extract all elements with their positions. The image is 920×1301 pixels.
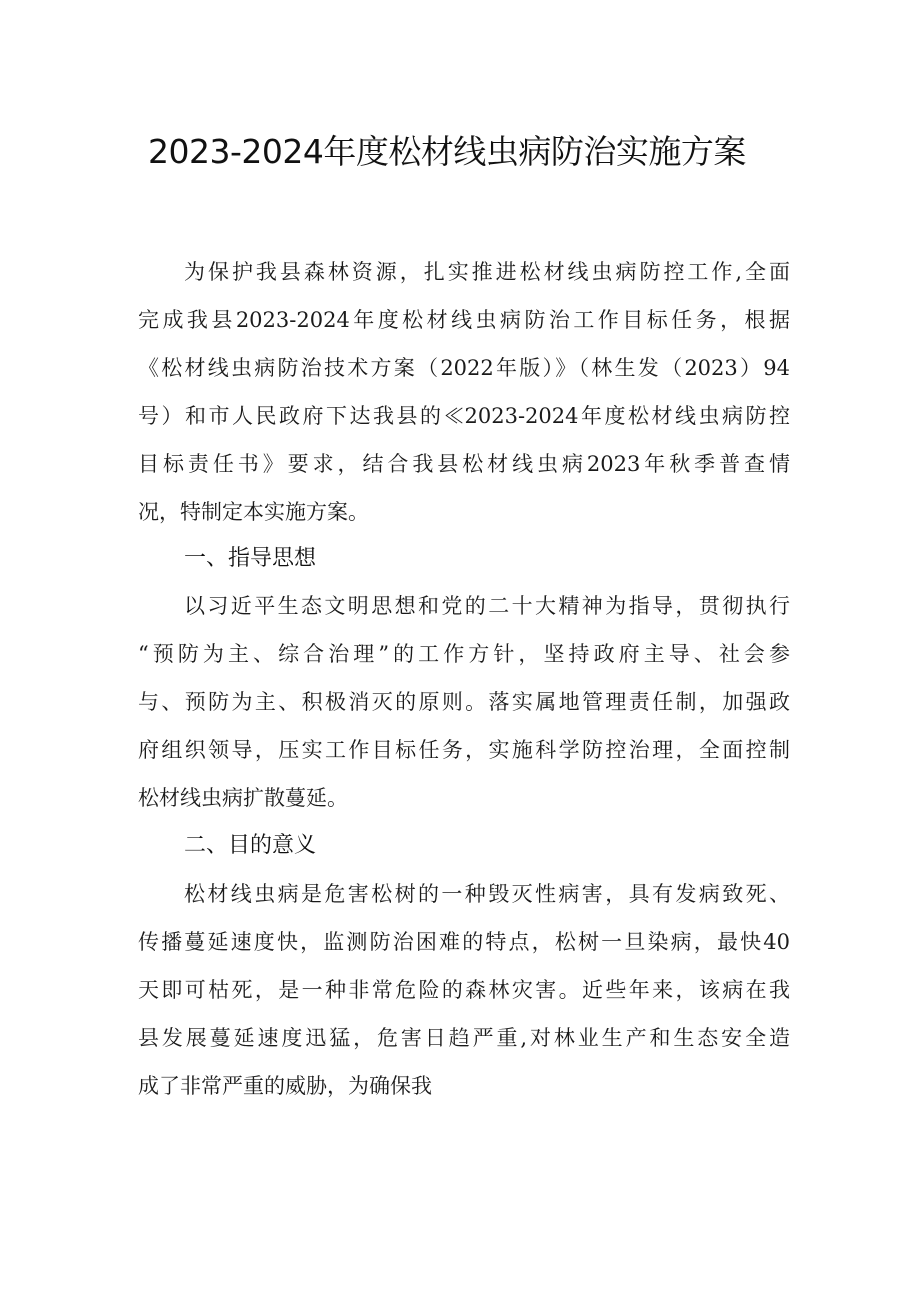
paragraph-intro bbox=[138, 248, 790, 536]
section-heading-purpose: 二、目的意义 bbox=[184, 833, 317, 858]
document-title: 2023-2024年度松材线虫病防治实施方案 bbox=[148, 132, 746, 171]
text-line: 天即可枯死，是一种非常危险的森林灾害。近些年来，该病在我 bbox=[138, 978, 790, 1002]
text-line: 松材线虫病是危害松树的一种毁灭性病害，具有发病致死、 bbox=[184, 882, 790, 906]
text-line: 目标责任书》要求，结合我县松材线虫病2023年秋季普查情 bbox=[138, 452, 790, 476]
text-line: 成了非常严重的威胁，为确保我 bbox=[138, 1074, 432, 1098]
paragraph-purpose bbox=[138, 870, 790, 1110]
text-line: 完成我县2023-2024年度松材线虫病防治工作目标任务，根据 bbox=[138, 308, 790, 332]
text-line: 以习近平生态文明思想和党的二十大精神为指导，贯彻执行 bbox=[184, 594, 790, 618]
text-line: 与、预防为主、积极消灭的原则。落实属地管理责任制，加强政 bbox=[138, 690, 790, 714]
text-line: 况，特制定本实施方案。 bbox=[138, 500, 369, 524]
paragraph-guiding-ideology bbox=[138, 582, 790, 822]
text-line: 松材线虫病扩散蔓延。 bbox=[138, 786, 348, 810]
text-line: 《松材线虫病防治技术方案（2022年版）》（林生发（2023）94 bbox=[138, 356, 790, 380]
text-line: “预防为主、综合治理”的工作方针，坚持政府主导、社会参 bbox=[138, 642, 790, 666]
text-line: 为保护我县森林资源，扎实推进松材线虫病防控工作,全面 bbox=[184, 260, 790, 284]
text-line: 府组织领导，压实工作目标任务，实施科学防控治理，全面控制 bbox=[138, 738, 790, 762]
text-line: 号）和市人民政府下达我县的≪2023-2024年度松材线虫病防控 bbox=[138, 404, 790, 428]
text-line: 县发展蔓延速度迅猛，危害日趋严重,对林业生产和生态安全造 bbox=[138, 1026, 790, 1050]
section-heading-guiding-ideology: 一、指导思想 bbox=[184, 546, 317, 571]
text-line: 传播蔓延速度快，监测防治困难的特点，松树一旦染病，最快40 bbox=[138, 930, 790, 954]
